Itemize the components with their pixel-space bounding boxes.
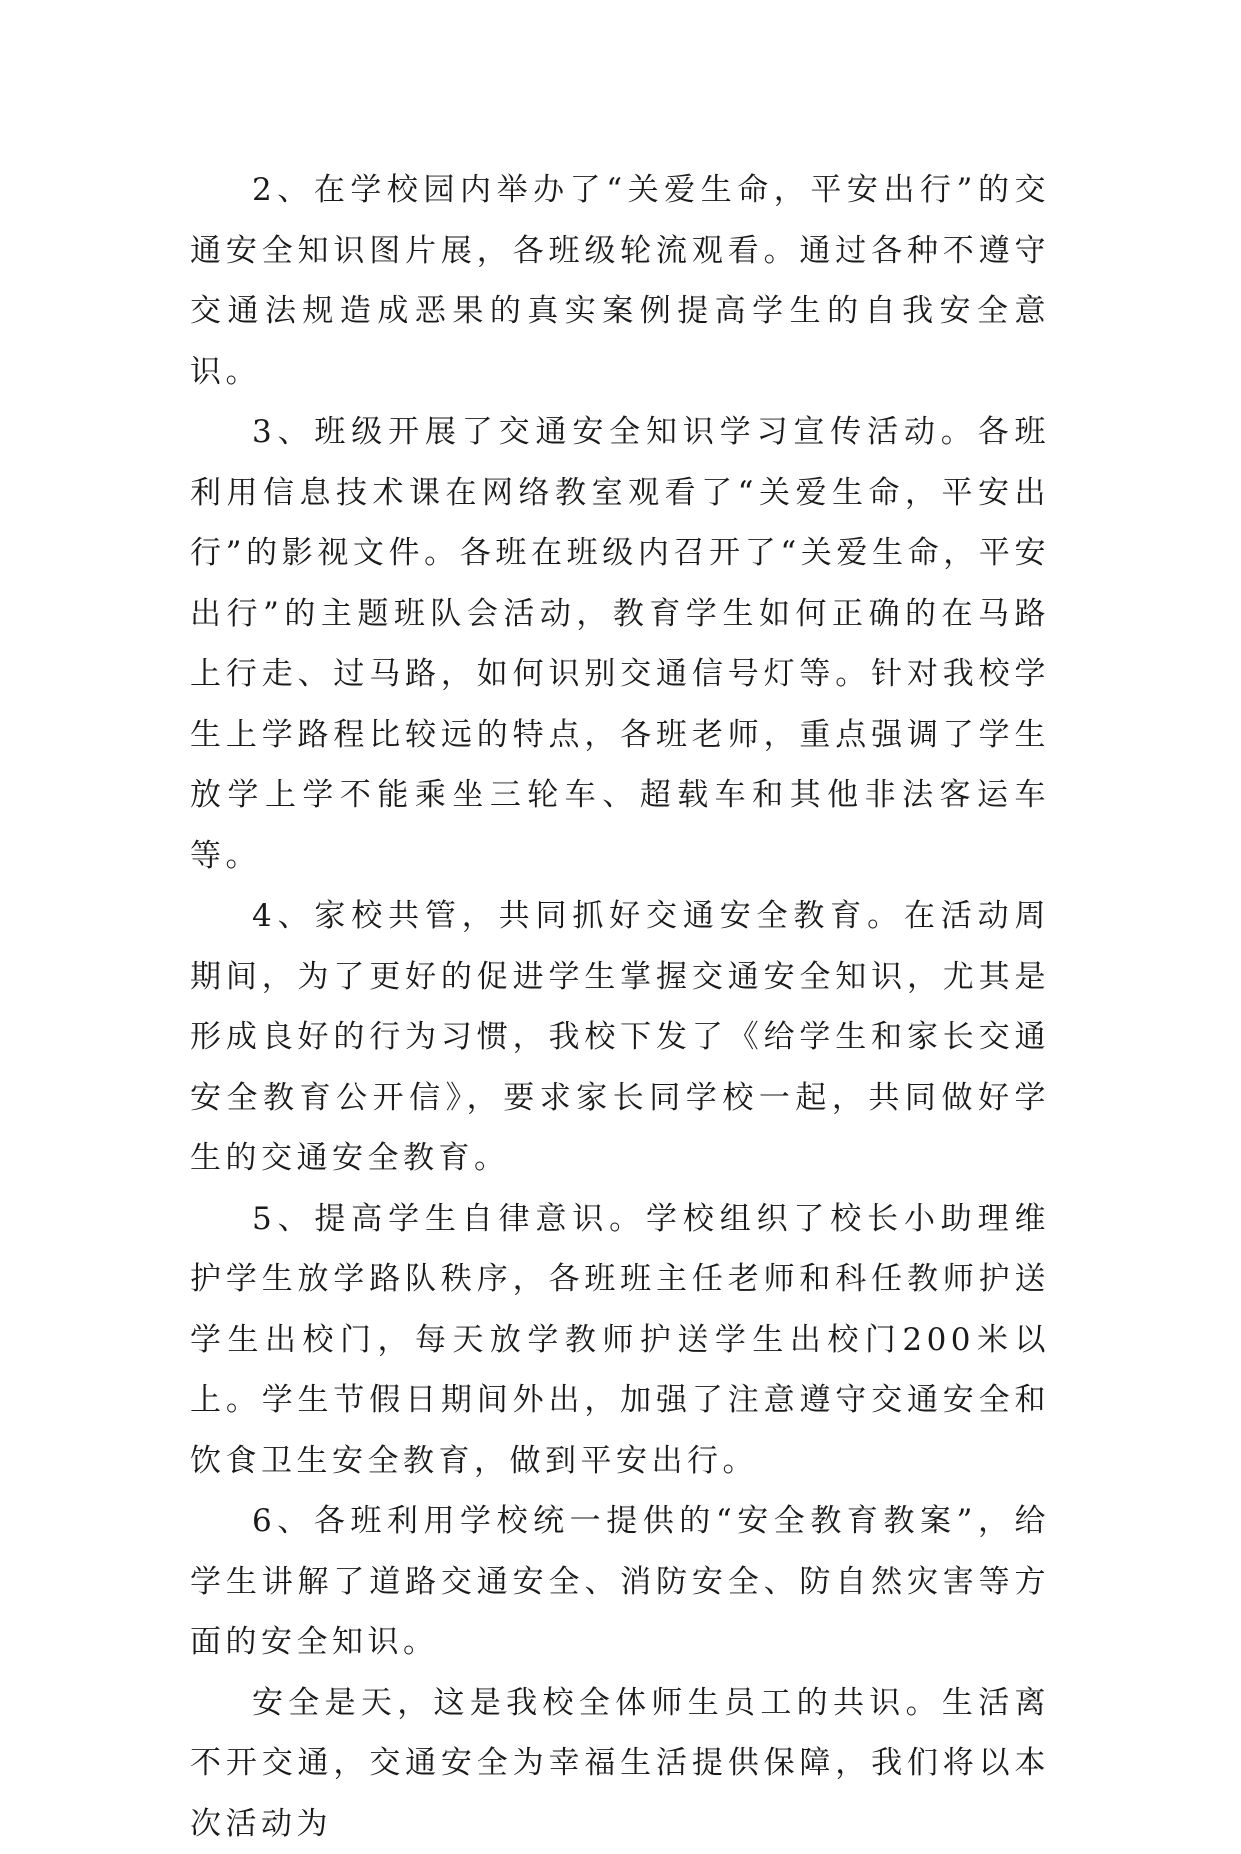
paragraph-item-3: 3、班级开展了交通安全知识学习宣传活动。各班利用信息技术课在网络教室观看了“关爱生命，平安出行”的影视文件。各班在班级内召开了“关爱生命，平安出行”的主题班队会活动，教育学生如何正确的在马路上行走、过马路，如何识别交通信号灯等。针对我校学生上学路程比较远的特点，各班老师，重点强调了学生放学上学不能乘坐三轮车、超载车和其他非法客运车等。 [190,402,1050,886]
paragraph-item-2: 2、在学校园内举办了“关爱生命，平安出行”的交通安全知识图片展，各班级轮流观看。通过各种不遵守交通法规造成恶果的真实案例提高学生的自我安全意识。 [190,160,1050,402]
document-body [190,160,1050,1854]
paragraph-item-5: 5、提高学生自律意识。学校组织了校长小助理维护学生放学路队秩序，各班班主任老师和科任教师护送学生出校门，每天放学教师护送学生出校门200米以上。学生节假日期间外出，加强了注意遵守交通安全和饮食卫生安全教育，做到平安出行。 [190,1189,1050,1492]
paragraph-item-6: 6、各班利用学校统一提供的“安全教育教案”，给学生讲解了道路交通安全、消防安全、防自然灾害等方面的安全知识。 [190,1491,1050,1673]
paragraph-conclusion: 安全是天，这是我校全体师生员工的共识。生活离不开交通，交通安全为幸福生活提供保障，我们将以本次活动为 [190,1673,1050,1854]
paragraph-item-4: 4、家校共管，共同抓好交通安全教育。在活动周期间，为了更好的促进学生掌握交通安全知识，尤其是形成良好的行为习惯，我校下发了《给学生和家长交通安全教育公开信》，要求家长同学校一起，共同做好学生的交通安全教育。 [190,886,1050,1189]
